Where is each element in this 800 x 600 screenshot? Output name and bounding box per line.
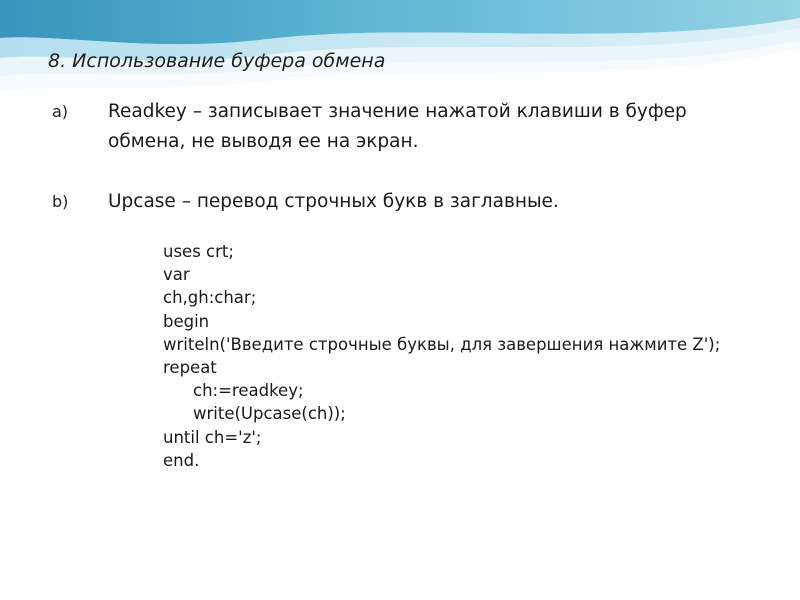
code-line: ch:=readkey; [193,381,304,401]
code-line: ch,gh:char; [163,288,257,308]
code-line: var [163,265,190,285]
code-line: until ch='z'; [163,427,262,447]
list-item-text: Upcase – перевод строчных букв в заглавные. [108,191,559,212]
code-line: begin [163,311,210,331]
list-marker: b) [52,192,69,211]
slide-title: 8. Использование буфера обмена [48,50,386,72]
code-line: writeln('Введите строчные буквы, для завершения нажмите Z'); [163,334,721,354]
list-item-readkey [52,97,732,157]
code-line: end. [163,450,200,470]
list-item-upcase [52,187,732,217]
list-marker: a) [52,102,69,121]
code-line: write(Upcase(ch)); [193,404,346,424]
list-item-text: Readkey – записывает значение нажатой клавиши в буфер обмена, не выводя ее на экран. [108,101,687,152]
code-line: repeat [163,357,217,377]
code-line: uses crt; [163,242,234,261]
code-block [163,240,720,472]
